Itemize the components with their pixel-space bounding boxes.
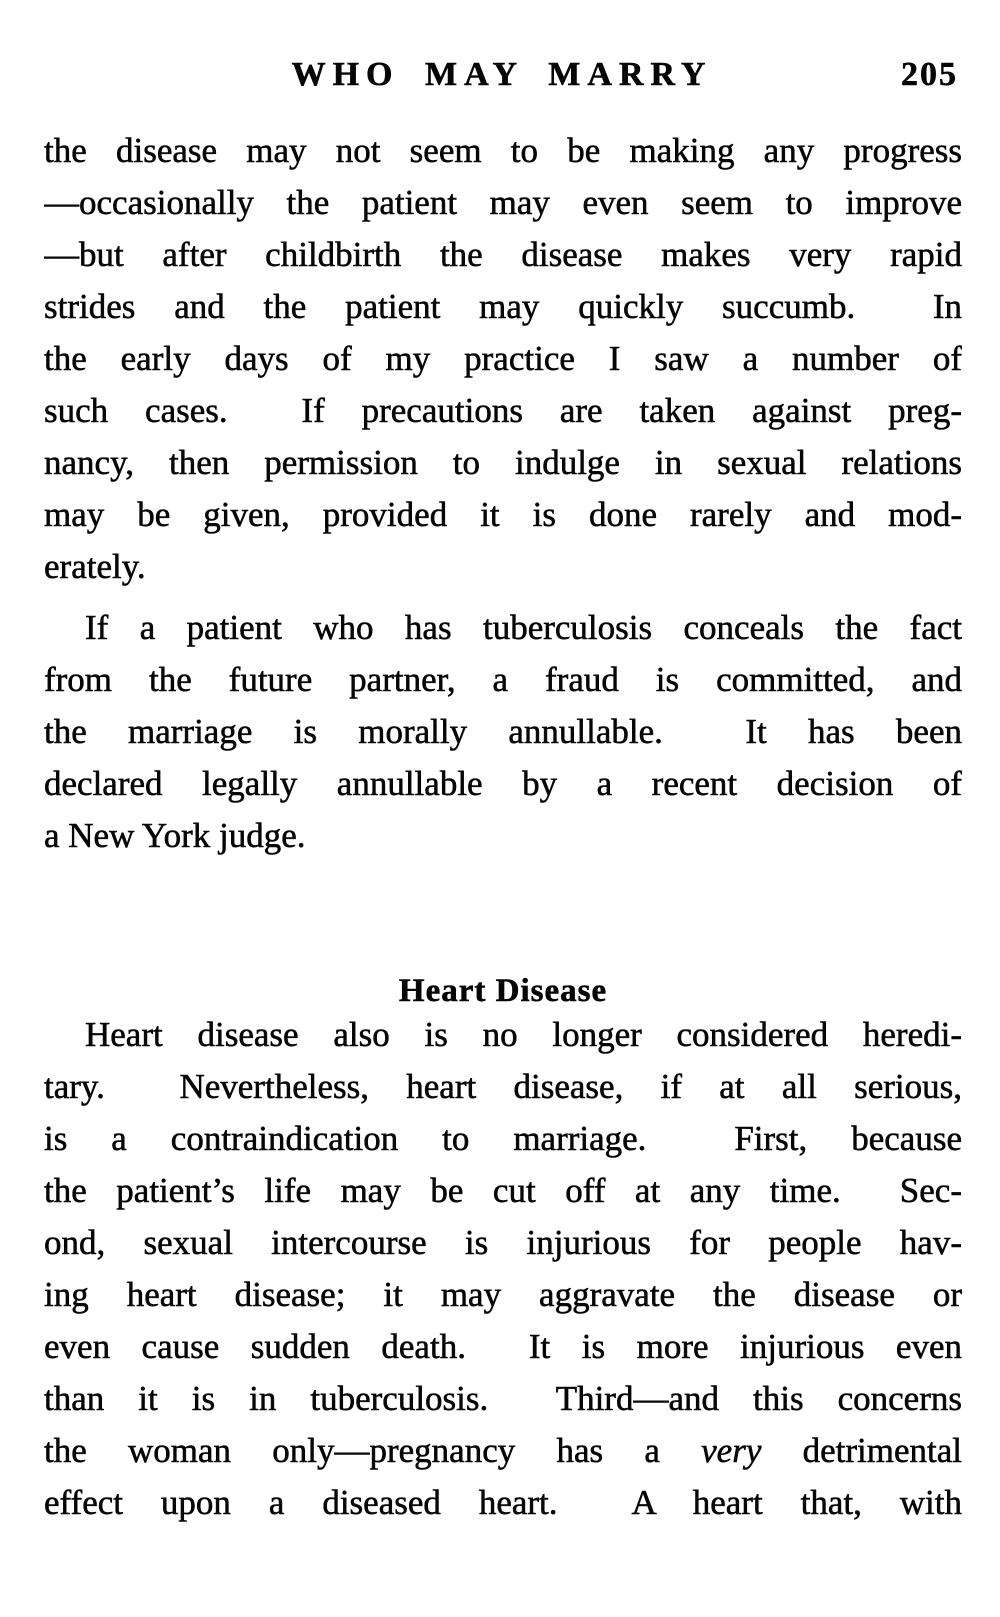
text-segment: the woman only—pregnancy has a (44, 1431, 702, 1470)
text-line: may be given, provided it is done rarely and mod- (44, 495, 962, 534)
text-line: —occasionally the patient may even seem to improve (44, 183, 962, 222)
paragraph-heart-disease (44, 1009, 962, 1529)
text-line (44, 1425, 962, 1477)
text-line: than it is in tuberculosis. Third—and this concerns (44, 1379, 962, 1418)
paragraph-concealment-fraud (44, 602, 962, 862)
text-line: nancy, then permission to indulge in sexual relations (44, 443, 962, 482)
text-line: ond, sexual intercourse is injurious for people hav- (44, 1223, 962, 1262)
text-line: erately. (44, 547, 146, 586)
text-line: is a contraindication to marriage. First, because (44, 1119, 962, 1158)
text-line: the marriage is morally annullable. It has been (44, 712, 962, 751)
text-line: effect upon a diseased heart. A heart that, with (44, 1483, 962, 1522)
text-line: the early days of my practice I saw a number of (44, 339, 962, 378)
italic-word: very (701, 1431, 762, 1470)
text-line: ing heart disease; it may aggravate the disease or (44, 1275, 962, 1314)
text-line: If a patient who has tuberculosis conceals the fact (85, 608, 962, 647)
text-column (44, 0, 962, 1617)
text-line: a New York judge. (44, 816, 306, 855)
text-line: Heart disease also is no longer considered heredi- (85, 1015, 962, 1054)
text-line: such cases. If precautions are taken against preg- (44, 391, 962, 430)
text-line: declared legally annullable by a recent decision of (44, 764, 962, 803)
page-number: 205 (901, 56, 958, 93)
text-line: even cause sudden death. It is more injurious even (44, 1327, 962, 1366)
text-line: the disease may not seem to be making any progress (44, 131, 962, 170)
text-line: —but after childbirth the disease makes very rapid (44, 235, 962, 274)
text-line: the patient’s life may be cut off at any time. Sec- (44, 1171, 962, 1210)
paragraph-tuberculosis-precautions (44, 125, 962, 593)
section-heading-heart-disease: Heart Disease (398, 973, 608, 1010)
text-line: strides and the patient may quickly succumb. In (44, 287, 962, 326)
text-segment: detrimental (761, 1431, 962, 1470)
running-title: WHO MAY MARRY (291, 56, 713, 93)
text-line: from the future partner, a fraud is committed, and (44, 660, 962, 699)
text-line: tary. Nevertheless, heart disease, if at all serious, (44, 1067, 962, 1106)
